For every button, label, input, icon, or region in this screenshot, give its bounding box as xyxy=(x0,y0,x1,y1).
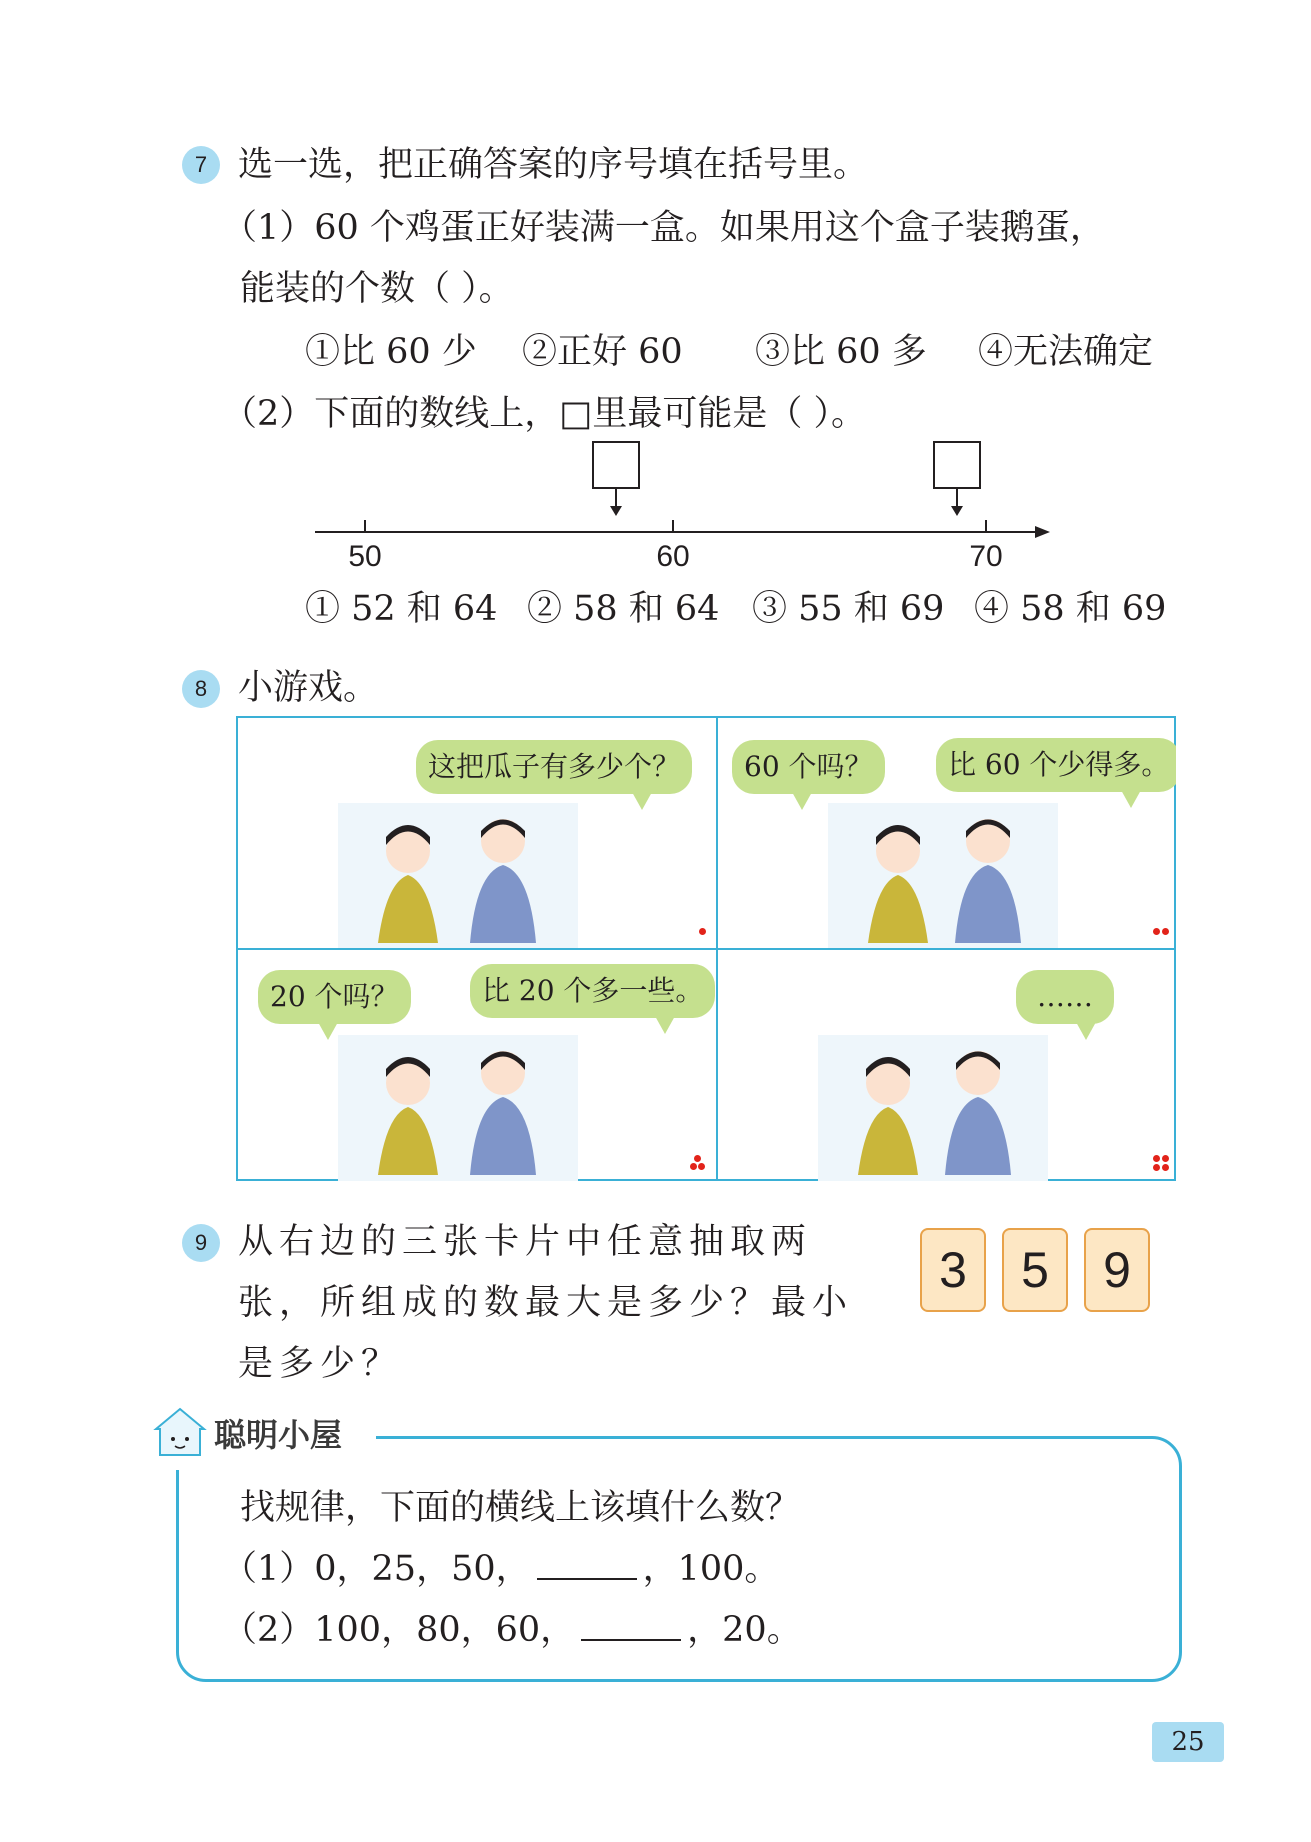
q7-part1-option-4: ④无法确定 xyxy=(978,332,1154,372)
q7-part1-option-1: ①比 60 少 xyxy=(305,332,477,372)
speech-bubble: 比 20 个多一些。 xyxy=(470,964,715,1018)
comic-panel-2 xyxy=(718,718,1176,948)
comic-panel-1 xyxy=(238,718,716,948)
row2-suffix: ，20。 xyxy=(687,1610,802,1650)
smart-house-row-1 xyxy=(222,1547,779,1591)
q7-part1-line2: 能装的个数（ ）。 xyxy=(240,269,514,309)
q8-title: 小游戏。 xyxy=(238,668,379,708)
q9-line-1: 从右边的三张卡片中任意抽取两 xyxy=(238,1222,813,1262)
number-line-diagram xyxy=(300,430,1060,590)
speech-bubble: 这把瓜子有多少个？ xyxy=(416,740,692,794)
q9-line-2: 张，所组成的数最大是多少？最小 xyxy=(238,1283,854,1323)
q7-part1-line1: （1）60 个鸡蛋正好装满一盒。如果用这个盒子装鹅蛋， xyxy=(222,208,1105,248)
row1-prefix: （1）0，25，50， xyxy=(222,1549,531,1589)
speech-bubble: 20 个吗？ xyxy=(258,970,411,1024)
q7-part2-option-3: ③ 55 和 69 xyxy=(752,589,945,629)
comic-panel-4 xyxy=(718,950,1176,1181)
children-illustration xyxy=(818,1025,1048,1181)
answer-blank xyxy=(581,1609,681,1641)
number-line-arrow xyxy=(1035,526,1050,538)
panel-dot xyxy=(1162,1164,1169,1171)
question-number-9: 9 xyxy=(182,1224,220,1262)
children-illustration xyxy=(338,793,578,948)
q7-part2-line: （2）下面的数线上，□里最可能是（ ）。 xyxy=(222,394,866,434)
smart-house-prompt: 找规律，下面的横线上该填什么数？ xyxy=(240,1488,801,1528)
panel-dot xyxy=(1153,928,1160,935)
tick-label-70: 70 xyxy=(969,540,1003,573)
row1-suffix: ，100。 xyxy=(642,1549,780,1589)
q7-part2-option-2: ② 58 和 64 xyxy=(527,589,720,629)
panel-dot xyxy=(1153,1155,1160,1162)
comic-panel-grid xyxy=(236,716,1176,1181)
q7-part2-option-4: ④ 58 和 69 xyxy=(974,589,1167,629)
page-number: 25 xyxy=(1152,1722,1224,1762)
panel-dot xyxy=(690,1163,697,1170)
number-card: 3 xyxy=(920,1228,986,1312)
speech-bubble: 比 60 个少得多。 xyxy=(936,738,1176,792)
comic-panel-3 xyxy=(238,950,716,1181)
panel-dot xyxy=(699,928,706,935)
children-illustration xyxy=(338,1025,578,1181)
number-card: 9 xyxy=(1084,1228,1150,1312)
panel-dot xyxy=(698,1163,705,1170)
panel-dot xyxy=(1162,928,1169,935)
children-illustration xyxy=(828,793,1058,948)
answer-box-right xyxy=(934,442,980,516)
q7-title: 选一选，把正确答案的序号填在括号里。 xyxy=(238,145,869,185)
tick-label-60: 60 xyxy=(656,540,690,573)
smart-house-row-2 xyxy=(222,1608,802,1652)
answer-box-left xyxy=(593,442,639,516)
smart-house-heading: 聪明小屋 xyxy=(214,1417,343,1453)
speech-bubble: …… xyxy=(1016,970,1114,1024)
house-icon xyxy=(150,1405,210,1461)
answer-blank xyxy=(537,1548,637,1580)
q7-part1-option-2: ②正好 60 xyxy=(522,332,683,372)
panel-dot xyxy=(694,1155,701,1162)
question-number-8: 8 xyxy=(182,670,220,708)
row2-prefix: （2）100，80，60， xyxy=(222,1610,576,1650)
panel-dot xyxy=(1153,1164,1160,1171)
tick-label-50: 50 xyxy=(348,540,382,573)
q9-line-3: 是多少？ xyxy=(238,1344,403,1384)
question-number-7: 7 xyxy=(182,146,220,184)
q7-part2-option-1: ① 52 和 64 xyxy=(305,589,498,629)
speech-bubble: 60 个吗？ xyxy=(732,740,885,794)
panel-dot xyxy=(1162,1155,1169,1162)
q7-part1-option-3: ③比 60 多 xyxy=(755,332,927,372)
number-card: 5 xyxy=(1002,1228,1068,1312)
